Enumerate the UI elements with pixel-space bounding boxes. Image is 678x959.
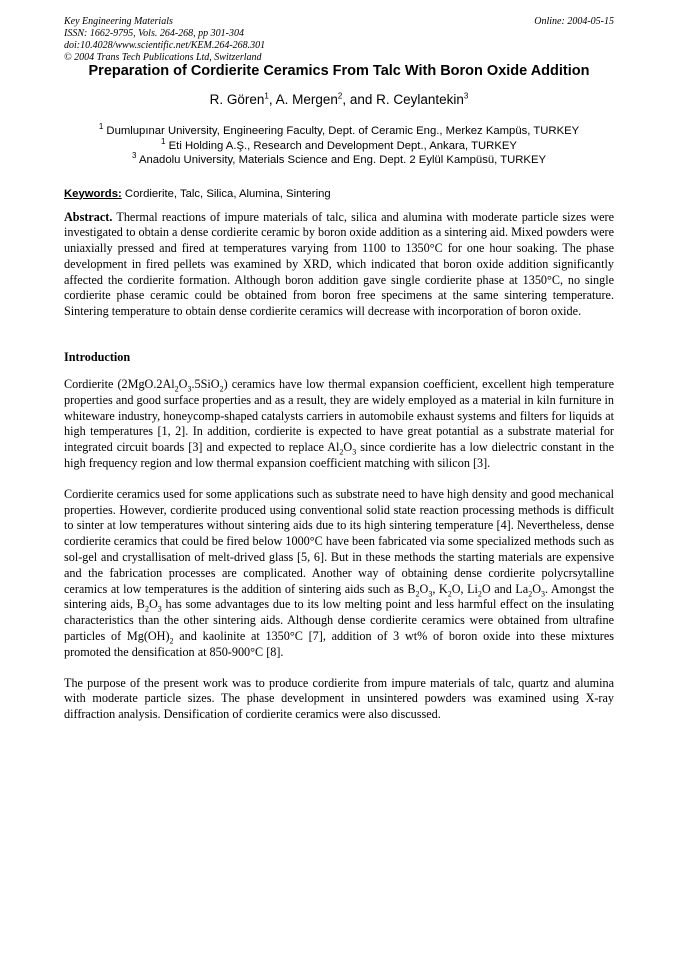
author-list: R. Gören$^1$, A. Mergen$^2$, and R. Ceylantekin$^3$ — [209, 91, 469, 107]
paper-page — [64, 0, 614, 723]
abstract — [64, 210, 614, 321]
journal-name: Key Engineering Materials — [64, 16, 173, 27]
abstract-label: Abstract. — [64, 209, 113, 224]
subscript: 3 — [352, 447, 357, 457]
publication-info — [64, 16, 265, 64]
author-affiliation-number: 3 — [463, 91, 469, 101]
author-affiliation-number: 1 — [264, 91, 269, 101]
keywords-label: Keywords: — [64, 187, 122, 200]
author-name: R. Gören — [209, 92, 265, 107]
subscript: 3 — [541, 589, 545, 599]
subscript: 3 — [187, 384, 192, 394]
subscript: 2 — [415, 589, 420, 599]
affiliation-text: Anadolu University, Materials Science and Eng. Dept. 2 Eylül Kampüsü, TURKEY — [138, 154, 547, 166]
affiliation-number: 3 — [131, 151, 137, 161]
subscript: 2 — [219, 384, 224, 394]
subscript: 2 — [144, 604, 149, 614]
abstract-text: Thermal reactions of impure materials of talc, silica and alumina with moderate particle sizes were investigated to obtain a dense cordierite ceramic by boron oxide addition as a sintering aid. Mixed powders were uniaxially pressed and fired at temperatures varying from 1100 to 1350°C for one hour soaking. The phase development in fired pellets was examined by XRD, which indicated that boron oxide addition significantly affected the cordierite formation. Although boron addition gave single cordierite phase at 1350°C, no single cordierite phase ceramic could be obtained from boron free specimens at the same sintering temperature. Sintering temperature to obtain dense cordierite ceramics will decrease with incorporation of boron oxide. — [64, 209, 614, 319]
keywords-text: Cordierite, Talc, Silica, Alumina, Sintering — [124, 187, 331, 200]
subscript: 2 — [339, 447, 344, 457]
affiliation-number: 1 — [161, 136, 166, 146]
affiliation-line — [64, 153, 614, 168]
section-heading-introduction: Introduction — [64, 350, 131, 365]
affiliation-text: Eti Holding A.Ş., Research and Development Dept., Ankara, TURKEY — [168, 139, 517, 152]
subscript: 2 — [174, 384, 179, 394]
subscript: 2 — [169, 636, 174, 646]
affiliation-line — [64, 136, 614, 154]
journal-header — [64, 0, 614, 62]
intro-paragraph-3: The purpose of the present work was to produce cordierite from impure materials of talc, quartz and alumina with moderate particle sizes. The phase development in unsintered powders was examined using X-ray diffraction analysis. Densification of cordierite ceramics were also discussed. — [64, 675, 614, 722]
keywords — [64, 188, 614, 200]
author-affiliation-number: 2 — [337, 91, 343, 101]
intro-paragraph-1: Cordierite $(2MgO.2Al_2O_3.5SiO_2)$ ceramics have low thermal expansion coefficient, excellent high temperature properties and good surface properties and as a result, they are widely employed as a material in kiln furniture in whiteware industry, honeycomp-shaped catalysts carriers in automobile exhaust systems and filters for liquids at high temperatures [1, 2]. In addition, cordierite is expected to have great potantial as a substrate material for integrated circuit boards [3] and expected to replace $Al_2O_3$ since cordierite has a low dielectric constant in the high frequency region and low thermal expansion coefficient matching with silicon [3]. — [64, 377, 615, 471]
subscript: 3 — [157, 604, 162, 614]
paper-title: Preparation of Cordierite Ceramics From Talc With Boron Oxide Addition — [88, 63, 590, 79]
subscript: 2 — [477, 589, 482, 599]
subscript: 3 — [428, 589, 433, 599]
subscript: 2 — [528, 589, 533, 599]
affiliation-line — [64, 124, 614, 139]
author-name: R. Ceylantekin — [376, 92, 464, 107]
affiliation-list — [64, 124, 614, 168]
affiliation-text: Dumlupınar University, Engineering Faculty, Dept. of Ceramic Eng., Merkez Kampüs, TURKEY — [106, 125, 580, 137]
copyright-line: © 2004 Trans Tech Publications Ltd, Switzerland — [64, 52, 262, 63]
doi-line: doi:10.4028/www.scientific.net/KEM.264-268.301 — [64, 40, 266, 51]
issn-line: ISSN: 1662-9795, Vols. 264-268, pp 301-304 — [64, 28, 244, 39]
affiliation-number: 1 — [98, 122, 104, 132]
intro-paragraph-2: Cordierite ceramics used for some applications such as substrate need to have high density and good mechanical properties. However, cordierite produced using conventional solid state reaction processing methods is difficult to sinter at low temperatures without sintering aids due to its high sintering temperature [4]. Nevertheless, dense cordierite ceramics that could be fired below 1000°C have been fabricated via some specialized methods such as sol-gel and crystallisation of melt-drived glass [5, 6]. But in these methods the starting materials are expensive and the fabrication processes are complicated. Another way of obtaining dense cordierite polycrsytalline ceramics at low temperatures is the addition of sintering aids such as $B_2O_3$, $K_2O$, $Li_2O$ and $La_2O_3$. Amongst the sintering aids, $B_2O_3$ has some advantages due to its low melting point and less harmful effect on the insulating characteristics than the other sintering aids. Although dense cordierite ceramics were obtained from ultrafine particles of $Mg(OH)_2$ and kaolinite at 1350°C [7], addition of 3 wt% of boron oxide into these mixtures promoted the densification at 850-900°C [8]. — [64, 486, 614, 659]
online-date: Online: 2004-05-15 — [534, 16, 614, 27]
subscript: 2 — [447, 589, 452, 599]
author-name: A. Mergen — [275, 92, 338, 107]
